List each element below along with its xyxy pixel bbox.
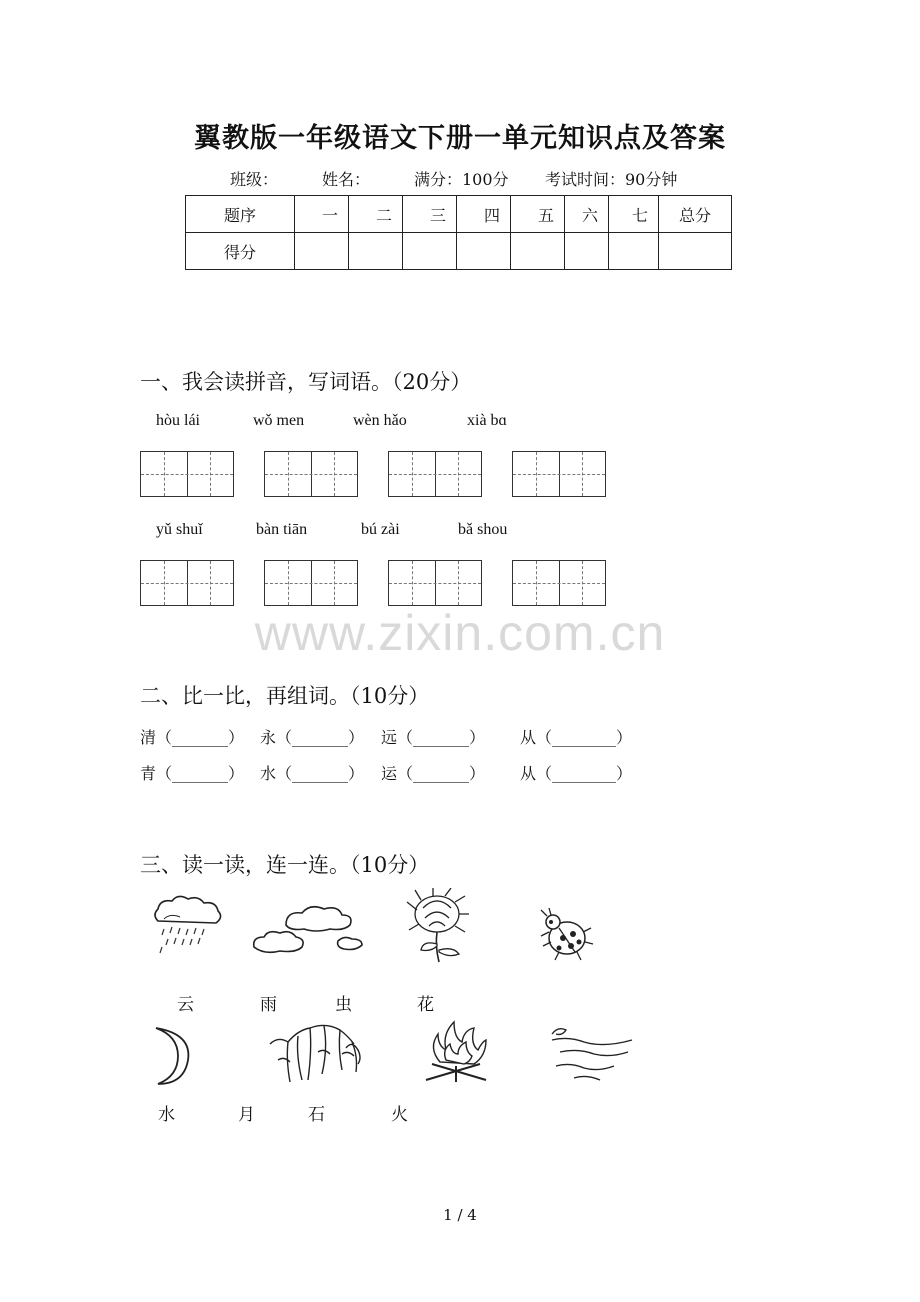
score-cell[interactable] [349,233,403,270]
compare-item[interactable]: 远（_______） [381,728,486,747]
word-cloud[interactable]: 云 [177,995,194,1015]
col-6: 六 [565,196,609,233]
water-icon [548,1022,634,1086]
word-insect[interactable]: 虫 [335,995,352,1015]
rain-cloud-icon [150,893,224,955]
section1-heading: 一、我会读拼音，写词语。（20分） [140,370,472,394]
compare-item[interactable]: 从（________） [520,764,633,783]
pinyin-4: xià bɑ [467,412,507,429]
score-cell[interactable] [511,233,565,270]
col-4: 四 [457,196,511,233]
word-rain[interactable]: 雨 [260,995,277,1015]
moon-icon [148,1024,194,1088]
name-label: 姓名： [322,170,371,189]
exam-time: 考试时间：90分钟 [545,170,678,189]
page-title: 翼教版一年级语文下册一单元知识点及答案 [194,123,726,154]
compare-item[interactable]: 运（_______） [381,764,486,783]
col-5: 五 [511,196,565,233]
full-score: 满分：100分 [414,170,509,189]
fire-icon [420,1018,492,1084]
score-cell[interactable] [403,233,457,270]
word-fire[interactable]: 火 [391,1105,408,1125]
compare-item[interactable]: 永（_______） [260,728,365,747]
pinyin-8: bǎ shou [458,521,508,538]
word-water[interactable]: 水 [158,1105,175,1125]
section2-heading: 二、比一比，再组词。（10分） [140,684,430,708]
word-flower[interactable]: 花 [417,995,434,1015]
flower-icon [403,888,471,964]
writing-grid[interactable] [512,560,606,606]
score-cell[interactable] [457,233,511,270]
col-3: 三 [403,196,457,233]
class-label: 班级： [230,170,279,189]
score-cell[interactable] [659,233,732,270]
compare-item[interactable]: 从（________） [520,728,633,747]
score-cell[interactable] [565,233,609,270]
row-label-score: 得分 [186,233,295,270]
col-1: 一 [295,196,349,233]
writing-grid[interactable] [140,560,234,606]
pinyin-5: yǔ shuǐ [156,521,203,538]
col-2: 二 [349,196,403,233]
col-7: 七 [609,196,659,233]
compare-item[interactable]: 青（_______） [140,764,245,783]
pinyin-3: wèn hǎo [353,412,407,429]
score-cell[interactable] [609,233,659,270]
score-cell[interactable] [295,233,349,270]
word-stone[interactable]: 石 [308,1105,325,1125]
writing-grid[interactable] [512,451,606,497]
ladybug-icon [537,906,595,964]
pinyin-2: wǒ men [253,412,305,429]
writing-grid[interactable] [264,560,358,606]
word-moon[interactable]: 月 [238,1105,255,1125]
page-number: 1 / 4 [443,1206,477,1224]
compare-item[interactable]: 水（_______） [260,764,365,783]
watermark: www.zixin.com.cn [254,605,666,661]
writing-grid[interactable] [388,560,482,606]
pinyin-7: bú zài [361,521,400,538]
pinyin-6: bàn tiān [256,521,308,538]
row-label-order: 题序 [186,196,295,233]
col-total: 总分 [659,196,732,233]
compare-item[interactable]: 清（_______） [140,728,245,747]
score-table-score-row [186,233,732,270]
writing-grid[interactable] [140,451,234,497]
score-table [185,195,732,270]
section3-heading: 三、读一读，连一连。（10分） [140,853,430,877]
pinyin-1: hòu lái [156,412,200,429]
writing-grid[interactable] [388,451,482,497]
score-table-header-row [186,196,732,233]
writing-grid[interactable] [264,451,358,497]
rock-icon [268,1020,364,1086]
clouds-icon [250,903,366,957]
